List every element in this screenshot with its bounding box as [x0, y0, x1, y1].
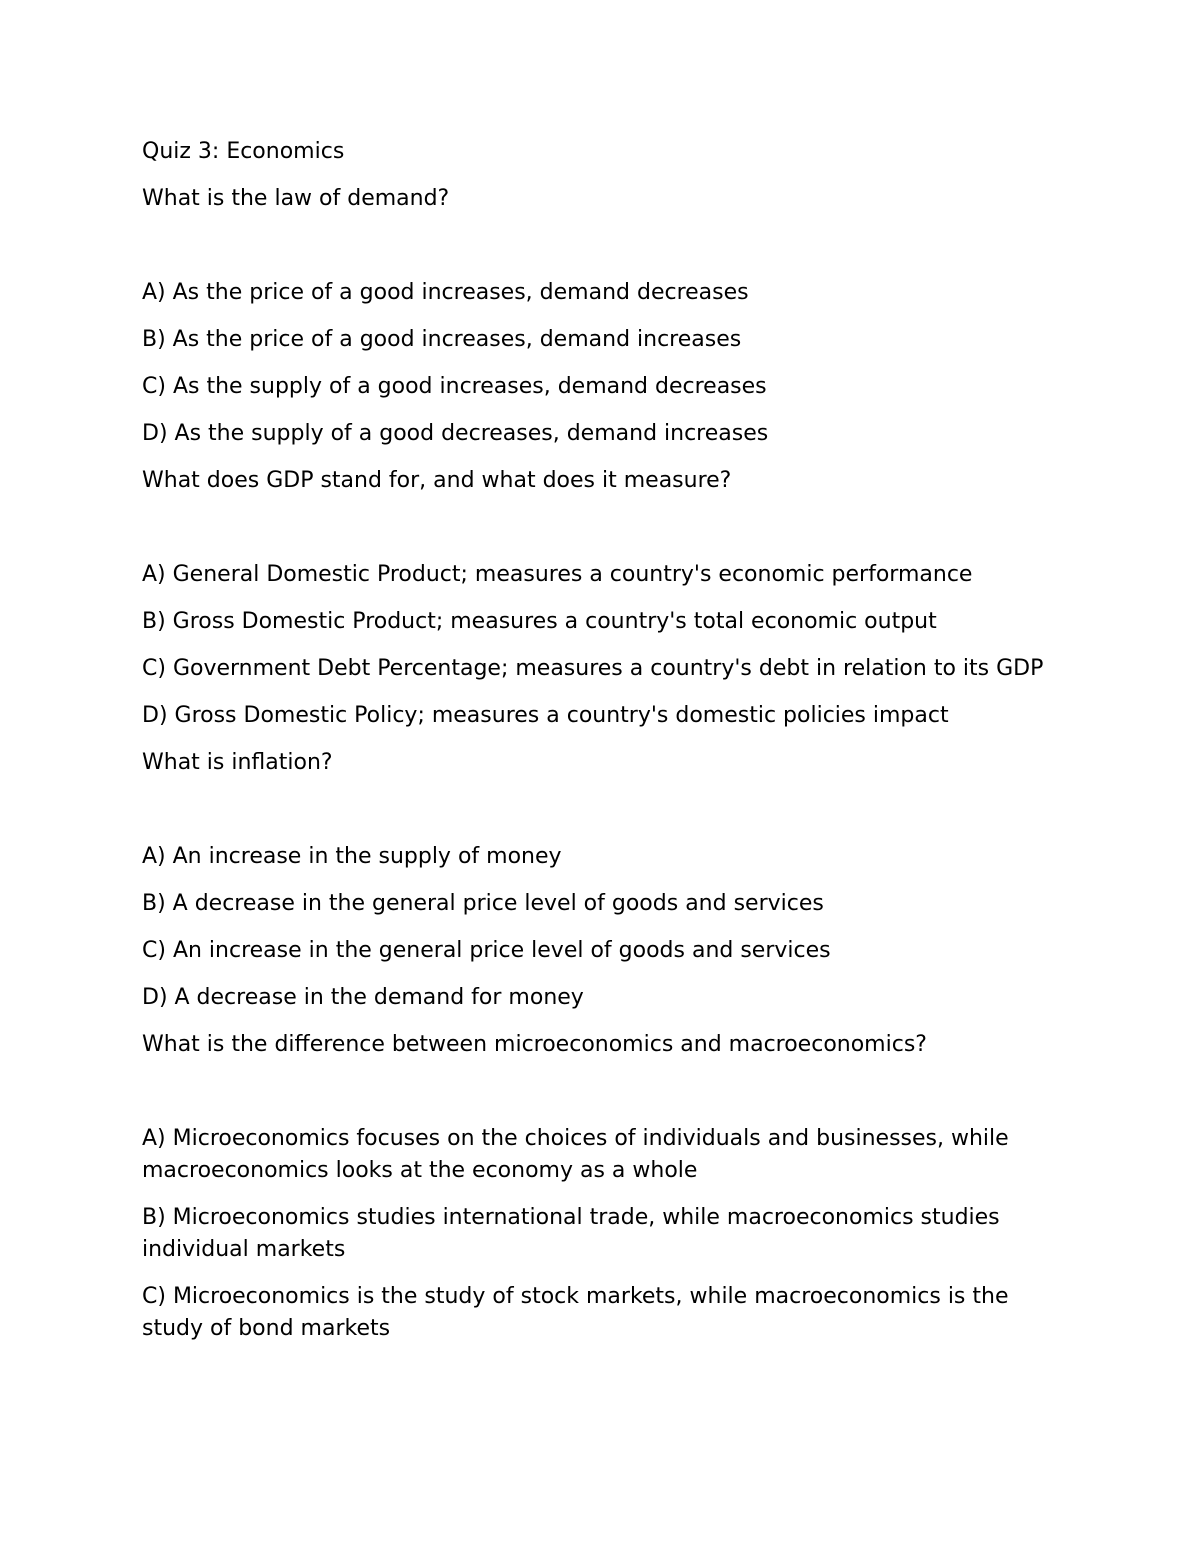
- quiz-title: Quiz 3: Economics: [142, 139, 345, 164]
- answer-option: B) As the price of a good increases, demand increases: [142, 327, 742, 352]
- question-block: [142, 747, 1072, 1014]
- question-block: [142, 1029, 1072, 1345]
- answer-option: B) A decrease in the general price level of goods and services: [142, 891, 824, 916]
- question-text: What is the law of demand?: [142, 186, 450, 211]
- answer-option: C) Microeconomics is the study of stock markets, while macroeconomics is the study of bond markets: [142, 1284, 1009, 1341]
- answer-option: B) Gross Domestic Product; measures a country's total economic output: [142, 609, 937, 634]
- question-block: [142, 465, 1072, 732]
- answer-option: A) As the price of a good increases, demand decreases: [142, 280, 749, 305]
- answer-option: C) An increase in the general price level of goods and services: [142, 938, 831, 963]
- answer-option: C) As the supply of a good increases, demand decreases: [142, 374, 767, 399]
- document-body: [142, 136, 1072, 1360]
- answer-option: C) Government Debt Percentage; measures a country's debt in relation to its GDP: [142, 656, 1044, 681]
- answer-option: A) General Domestic Product; measures a country's economic performance: [142, 562, 973, 587]
- answer-option: D) Gross Domestic Policy; measures a country's domestic policies impact: [142, 703, 949, 728]
- answer-option: A) Microeconomics focuses on the choices of individuals and businesses, while macroeconomics looks at the economy as a whole: [142, 1126, 1009, 1183]
- question-text: What is the difference between microeconomics and macroeconomics?: [142, 1032, 927, 1057]
- answer-option: A) An increase in the supply of money: [142, 844, 562, 869]
- question-text: What is inflation?: [142, 750, 333, 775]
- answer-option: D) As the supply of a good decreases, demand increases: [142, 421, 769, 446]
- question-block: [142, 183, 1072, 450]
- answer-option: D) A decrease in the demand for money: [142, 985, 584, 1010]
- question-text: What does GDP stand for, and what does it measure?: [142, 468, 732, 493]
- answer-option: B) Microeconomics studies international trade, while macroeconomics studies individual markets: [142, 1205, 1000, 1262]
